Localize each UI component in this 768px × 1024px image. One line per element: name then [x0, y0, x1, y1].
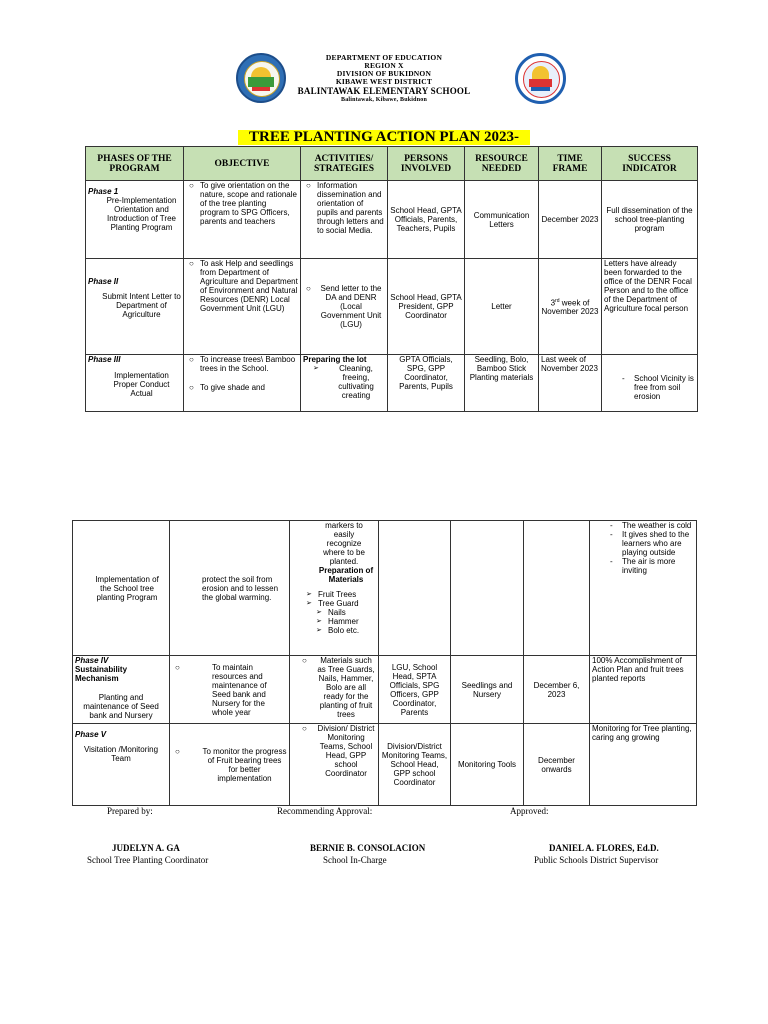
resource-cell [451, 521, 524, 656]
recommending-name: BERNIE B. CONSOLACION [310, 843, 426, 853]
approved-position: Public Schools District Supervisor [534, 855, 659, 865]
objective-text: To maintain resources and maintenance of Seed bank and Nursery for the whole year [212, 662, 267, 717]
resource-cell: Seedlings and Nursery [451, 656, 524, 724]
materials-list [292, 590, 376, 635]
dept-line: DEPARTMENT OF EDUCATION [325, 53, 443, 62]
deped-seal-icon [515, 53, 566, 104]
activity-cell [290, 656, 379, 724]
persons-cell: School Head, GPTA Officials, Parents, Teachers, Pupils [388, 181, 465, 259]
time-cell [539, 259, 602, 355]
dash-bullet: - [610, 521, 613, 530]
indicator-cell: Monitoring for Tree planting, caring ang growing [590, 724, 697, 806]
indicator-cell [590, 521, 697, 656]
activity-text: Information dissemination and orientation of pupils and parents through letters and to social Media. [317, 181, 384, 235]
header-persons: PERSONS INVOLVED [388, 147, 465, 181]
objective-cell [170, 724, 290, 806]
phase-description: Implementation Proper Conduct Actual [113, 371, 170, 398]
table-row [73, 656, 697, 724]
indicator-text: It gives shed to the learners who are playing outside [622, 530, 690, 557]
phase-cell [73, 656, 170, 724]
indicator-text: The air is more inviting [622, 557, 676, 575]
activity-heading: Preparing the lot [303, 355, 367, 364]
header-phases: PHASES OF THE PROGRAM [86, 147, 184, 181]
phase-description: Implementation of the School tree planting Program [95, 574, 159, 602]
phase-label: Phase II [88, 277, 119, 286]
arrow-bullet-icon: ➢ [316, 627, 322, 634]
indicator-cell: 100% Accomplishment of Action Plan and fruit trees planted reports [590, 656, 697, 724]
resource-cell: Seedling, Bolo, Bamboo Stick Planting materials [465, 355, 539, 412]
time-text: week of November 2023 [541, 298, 599, 317]
resource-cell: Letter [465, 259, 539, 355]
objective-cell [184, 181, 301, 259]
objective-cell [184, 355, 301, 412]
phase-cell [86, 259, 184, 355]
dash-bullet: - [610, 557, 613, 566]
arrow-bullet-icon: ➢ [306, 600, 312, 607]
phase-description: Planting and maintenance of Seed bank and Nursery [83, 693, 159, 720]
circle-bullet-icon: ○ [306, 181, 311, 190]
circle-bullet-icon: ○ [306, 284, 311, 293]
arrow-bullet-icon: ➢ [316, 618, 322, 625]
table-row [73, 724, 697, 806]
persons-cell: GPTA Officials, SPG, GPP Coordinator, Parents, Pupils [388, 355, 465, 412]
dash-bullet: - [622, 373, 625, 383]
activity-heading: Preparation of Materials [318, 566, 374, 584]
time-week-number: 3 [550, 298, 556, 308]
activity-cell [290, 724, 379, 806]
material-item: Fruit Trees [318, 590, 357, 599]
school-address: Balintawak, Kibawe, Bukidnon [341, 97, 427, 103]
arrow-bullet-icon: ➢ [316, 609, 322, 616]
arrow-bullet-icon: ➢ [313, 365, 319, 372]
circle-bullet-icon: ○ [189, 355, 194, 364]
material-item: Tree Guard [318, 599, 359, 608]
time-cell: Last week of November 2023 [539, 355, 602, 412]
school-name: BALINTAWAK ELEMENTARY SCHOOL [297, 86, 471, 96]
circle-bullet-icon: ○ [175, 662, 180, 672]
objective-cell [170, 656, 290, 724]
circle-bullet-icon: ○ [302, 724, 307, 733]
objective-text: protect the soil from erosion and to lessen the global warming. [202, 574, 279, 602]
material-item: Nails [328, 608, 346, 617]
division-line: DIVISION OF BUKIDNON [336, 69, 432, 78]
time-cell: December 6, 2023 [524, 656, 590, 724]
letterhead [0, 44, 768, 114]
objective-cell [170, 521, 290, 656]
phase-label: Phase IV [75, 656, 109, 665]
activity-text: Send letter to the DA and DENR (Local Government Unit (LGU) [320, 284, 382, 329]
action-plan-table [85, 146, 698, 412]
objective-text: To ask Help and seedlings from Department of Agriculture and Department of Environment and Natural Resources (DENR) Local Government Unit (LGU) [200, 259, 298, 313]
phase-cell [73, 724, 170, 806]
phase-label: Phase III [88, 355, 121, 364]
indicator-text: The weather is cold [622, 521, 692, 530]
table-row [86, 355, 698, 412]
page-title: TREE PLANTING ACTION PLAN 2023- [238, 130, 530, 145]
activity-cell [301, 259, 388, 355]
activity-cell [301, 355, 388, 412]
indicator-text: School Vicinity is free from soil erosion [634, 373, 694, 401]
persons-cell: LGU, School Head, SPTA Officials, SPG Officers, GPP Coordinator, Parents [379, 656, 451, 724]
recommending-approval-label: Recommending Approval: [277, 806, 373, 816]
indicator-cell: Letters have already been forwarded to the office of the DENR Focal Person and to the office of the Department of Agriculture focal person [602, 259, 698, 355]
time-cell: December onwards [524, 724, 590, 806]
phase-description: Submit Intent Letter to Department of Agriculture [102, 292, 181, 319]
phase-label: Phase 1 [88, 187, 119, 196]
recommending-position: School In-Charge [323, 855, 387, 865]
prepared-by-label: Prepared by: [107, 806, 153, 816]
phase-label: Phase V [75, 730, 107, 739]
activity-cell [301, 181, 388, 259]
time-ordinal-suffix: rd [555, 297, 560, 304]
header-success-indicator: SUCCESS INDICATOR [602, 147, 698, 181]
material-item: Bolo etc. [328, 626, 360, 635]
header-time-frame: TIME FRAME [539, 147, 602, 181]
objective-text: To monitor the progress of Fruit bearing trees for better implementation [202, 746, 287, 783]
time-cell: December 2023 [539, 181, 602, 259]
indicator-cell [602, 355, 698, 412]
activity-cell [290, 521, 379, 656]
action-plan-table-continued [72, 520, 697, 806]
resource-cell: Communication Letters [465, 181, 539, 259]
circle-bullet-icon: ○ [189, 181, 194, 190]
activity-text: markers to easily recognize where to be planted. [323, 521, 365, 566]
circle-bullet-icon: ○ [189, 383, 194, 392]
objective-text: To increase trees\ Bamboo trees in the School. [200, 355, 296, 373]
header-activities: ACTIVITIES/ STRATEGIES [301, 147, 388, 181]
activity-text: Materials such as Tree Guards, Nails, Hammer, Bolo are all ready for the planting of fruit trees [317, 656, 375, 719]
objective-text: To give orientation on the nature, scope and rationale of the tree planting program to SPG Officers, parents and teachers [200, 181, 297, 226]
material-item: Hammer [328, 617, 359, 626]
objective-cell [184, 259, 301, 355]
circle-bullet-icon: ○ [189, 259, 194, 268]
persons-cell [379, 521, 451, 656]
dash-bullet: - [610, 530, 613, 539]
phase-cell [73, 521, 170, 656]
phase-description: Visitation /Monitoring Team [83, 745, 159, 763]
circle-bullet-icon: ○ [302, 656, 307, 665]
table-header-row [86, 147, 698, 181]
prepared-by-name: JUDELYN A. GA [112, 843, 180, 853]
table-row [86, 181, 698, 259]
phase-cell [86, 181, 184, 259]
objective-text: To give shade and [200, 383, 265, 392]
time-cell [524, 521, 590, 656]
resource-cell: Monitoring Tools [451, 724, 524, 806]
persons-cell: School Head, GPTA President, GPP Coordinator [388, 259, 465, 355]
activity-text: Cleaning, freeing, cultivating creating [338, 364, 374, 400]
phase-subtitle: Sustainability Mechanism [75, 665, 128, 683]
phase-cell [86, 355, 184, 412]
arrow-bullet-icon: ➢ [306, 591, 312, 598]
table-row [73, 521, 697, 656]
indicator-cell: Full dissemination of the school tree-planting program [602, 181, 698, 259]
phase-description: Pre-Implementation Orientation and Introduction of Tree Planting Program [106, 196, 177, 232]
approved-label: Approved: [510, 806, 549, 816]
region-line: REGION X [364, 61, 404, 70]
prepared-by-position: School Tree Planting Coordinator [87, 855, 209, 865]
district-line: KIBAWE WEST DISTRICT [335, 77, 433, 86]
approved-name: DANIEL A. FLORES, Ed.D. [549, 843, 659, 853]
header-resource: RESOURCE NEEDED [465, 147, 539, 181]
activity-text: Division/ District Monitoring Teams, School Head, GPP school Coordinator [317, 724, 375, 778]
table-row [86, 259, 698, 355]
persons-cell: Division/District Monitoring Teams, School Head, GPP school Coordinator [379, 724, 451, 806]
circle-bullet-icon: ○ [175, 746, 180, 756]
header-objective: OBJECTIVE [184, 147, 301, 181]
